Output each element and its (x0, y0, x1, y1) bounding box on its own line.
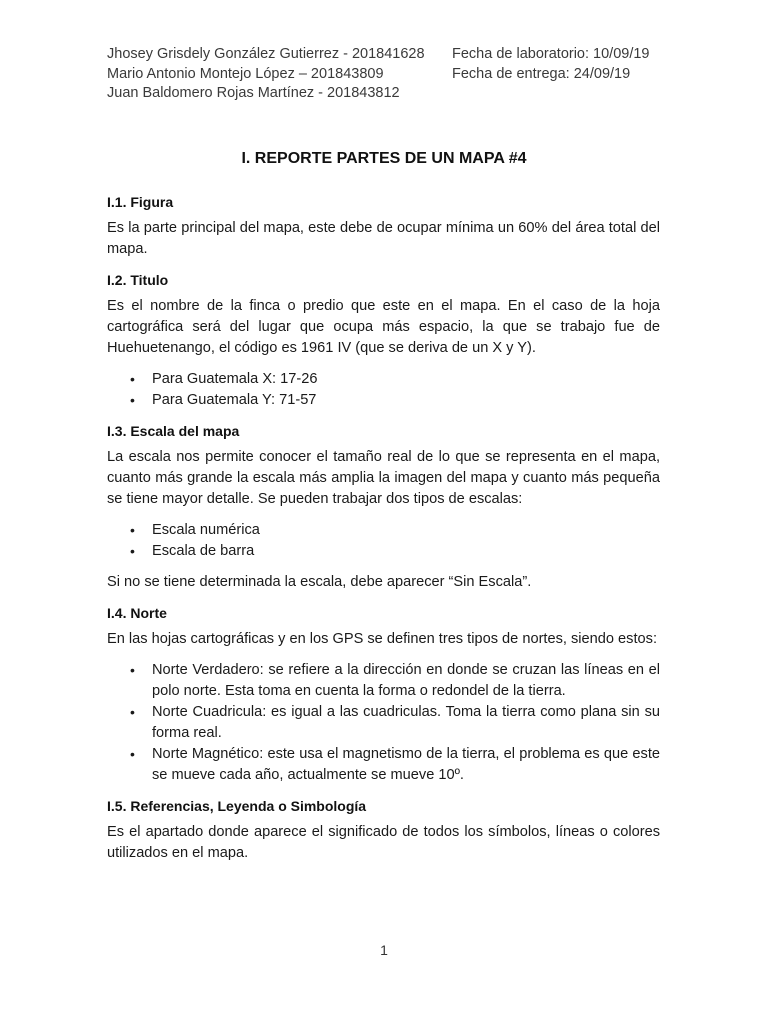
author-name: Juan Baldomero Rojas Martínez - 201843812 (107, 85, 400, 101)
list-item-text: Para Guatemala Y: 71-57 (152, 392, 317, 408)
list-item (107, 390, 660, 411)
section-heading: I.3. Escala del mapa (107, 423, 240, 439)
header-row (107, 84, 667, 104)
bullet-icon: • (130, 543, 135, 559)
section-heading: I.2. Titulo (107, 272, 169, 288)
paragraph: Es el apartado donde aparece el significado de todos los símbolos, líneas o colores utilizados en el mapa. (107, 824, 660, 861)
paragraph: Es la parte principal del mapa, este debe de ocupar mínima un 60% del área total del mapa. (107, 220, 660, 257)
section (107, 796, 660, 864)
section (107, 421, 660, 593)
paragraph: La escala nos permite conocer el tamaño real de lo que se representa en el mapa, cuanto más grande la escala más amplia la imagen del mapa y cuanto más pequeña se tiene mayor detalle. Se pueden trabajar dos tipos de escalas: (107, 449, 660, 507)
bullet-icon: • (130, 746, 135, 762)
list-item (107, 660, 660, 702)
list-item (107, 369, 660, 390)
list-item-text: Norte Cuadricula: es igual a las cuadriculas. Toma la tierra como plana sin su forma real. (152, 704, 660, 741)
list-item-text: Escala de barra (152, 543, 255, 559)
page-number: 1 (380, 942, 388, 958)
paragraph: En las hojas cartográficas y en los GPS se definen tres tipos de nortes, siendo estos: (107, 631, 657, 647)
bullet-list (107, 369, 660, 411)
bullet-icon: • (130, 704, 135, 720)
bullet-icon: • (130, 392, 135, 408)
section-heading: I.4. Norte (107, 605, 167, 621)
document-body (107, 192, 660, 874)
list-item-text: Norte Verdadero: se refiere a la dirección en donde se cruzan las líneas en el polo norte. Esta toma en cuenta la forma o redondel de la tierra. (152, 662, 660, 699)
list-item (107, 744, 660, 786)
list-item (107, 702, 660, 744)
section-heading: I.5. Referencias, Leyenda o Simbología (107, 798, 367, 814)
section-heading: I.1. Figura (107, 194, 174, 210)
bullet-list (107, 520, 660, 562)
list-item-text: Para Guatemala X: 17-26 (152, 371, 318, 387)
document-title: I. REPORTE PARTES DE UN MAPA #4 (241, 150, 527, 167)
bullet-icon: • (130, 522, 135, 538)
list-item (107, 520, 660, 541)
date-info: Fecha de entrega: 24/09/19 (452, 65, 631, 82)
paragraph: Es el nombre de la finca o predio que este en el mapa. En el caso de la hoja cartográfica será del lugar que ocupa más espacio, la que se trabajo fue de Huehuetenango, el código es 1961 IV (que se deriva de un X y Y). (107, 298, 660, 356)
bullet-icon: • (130, 662, 135, 678)
bullet-icon: • (130, 371, 135, 387)
section (107, 270, 660, 411)
list-item (107, 541, 660, 562)
bullet-list (107, 660, 660, 786)
header-row (107, 65, 667, 85)
author-name: Mario Antonio Montejo López – 201843809 (107, 65, 384, 82)
author-header (107, 45, 667, 104)
section (107, 603, 660, 786)
date-info: Fecha de laboratorio: 10/09/19 (452, 46, 650, 62)
section (107, 192, 660, 260)
list-item-text: Norte Magnético: este usa el magnetismo de la tierra, el problema es que este se mueve cada año, actualmente se mueve 10º. (152, 746, 660, 783)
author-name: Jhosey Grisdely González Gutierrez - 201841628 (107, 46, 425, 62)
list-item-text: Escala numérica (152, 522, 260, 538)
header-row (107, 45, 667, 65)
paragraph: Si no se tiene determinada la escala, debe aparecer “Sin Escala”. (107, 574, 532, 590)
